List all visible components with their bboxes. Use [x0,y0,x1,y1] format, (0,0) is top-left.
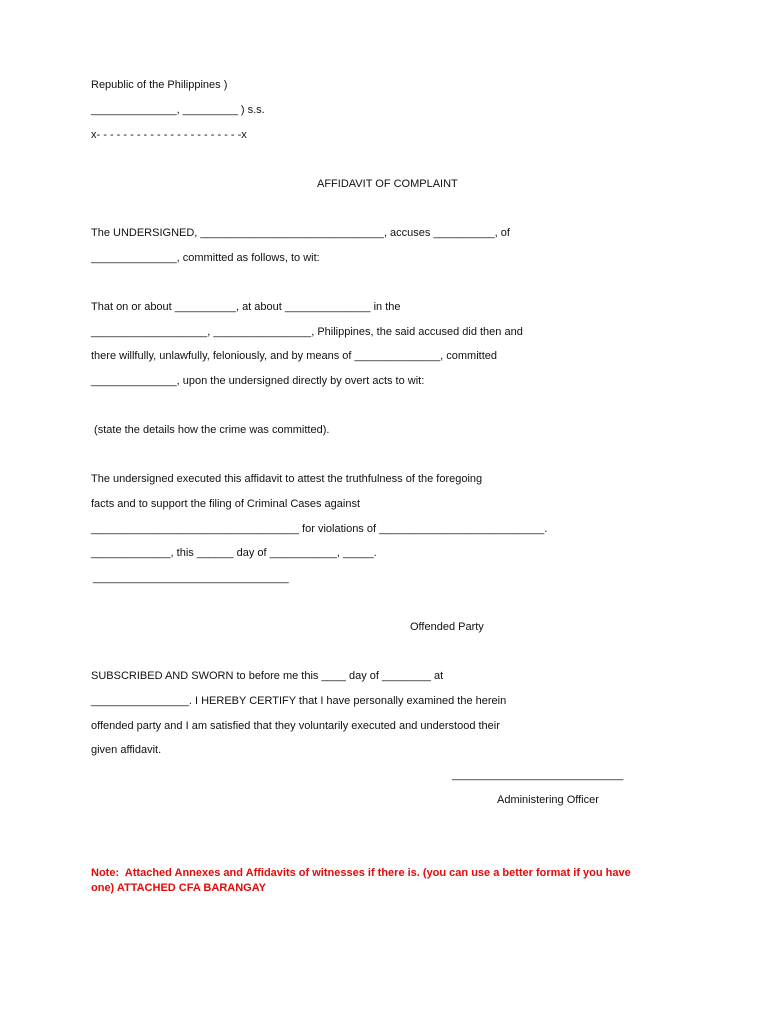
body-line-4: ______________, upon the undersigned directly by overt acts to wit: [91,375,425,387]
jurat-line-3: offended party and I am satisfied that they voluntarily executed and understood their [91,720,500,732]
jurat-line-4: given affidavit. [91,744,162,756]
header-venue: ______________, _________ ) s.s. [91,104,265,116]
intro-line-1: The UNDERSIGNED, ______________________________, accuses __________, of [91,227,510,239]
details-instruction: (state the details how the crime was committed). [91,424,330,436]
jurat-line-1: SUBSCRIBED AND SWORN to before me this ____ day of ________ at [91,670,444,682]
jurat-line-2: ________________. I HEREBY CERTIFY that I have personally examined the herein [91,695,507,707]
offended-party-label: Offended Party [410,621,484,633]
header-separator: x- - - - - - - - - - - - - - - - - - - - - -x [91,129,247,141]
body-line-1: That on or about __________, at about ______________ in the [91,301,401,313]
attestation-line-1: The undersigned executed this affidavit to attest the truthfulness of the foregoing [91,473,483,485]
body-line-2: ___________________, ________________, Philippines, the said accused did then and [91,326,523,338]
attestation-line-2: facts and to support the filing of Criminal Cases against [91,498,361,510]
document-title: AFFIDAVIT OF COMPLAINT [317,178,458,190]
note-line-2: one) ATTACHED CFA BARANGAY [91,882,266,894]
officer-signature-line: ____________________________ [452,769,624,781]
attestation-line-3: __________________________________ for violations of ___________________________. [91,523,548,535]
intro-line-2: ______________, committed as follows, to wit: [91,252,320,264]
header-republic: Republic of the Philippines ) [91,79,228,91]
body-line-3: there willfully, unlawfully, feloniously, and by means of ______________, committed [91,350,498,362]
offended-party-signature-line: ________________________________ [93,572,289,584]
administering-officer-label: Administering Officer [497,794,599,806]
attestation-line-4: _____________, this ______ day of ___________, _____. [91,547,377,559]
note-line-1: Note: Attached Annexes and Affidavits of witnesses if there is. (you can use a better format if you have [91,867,631,879]
